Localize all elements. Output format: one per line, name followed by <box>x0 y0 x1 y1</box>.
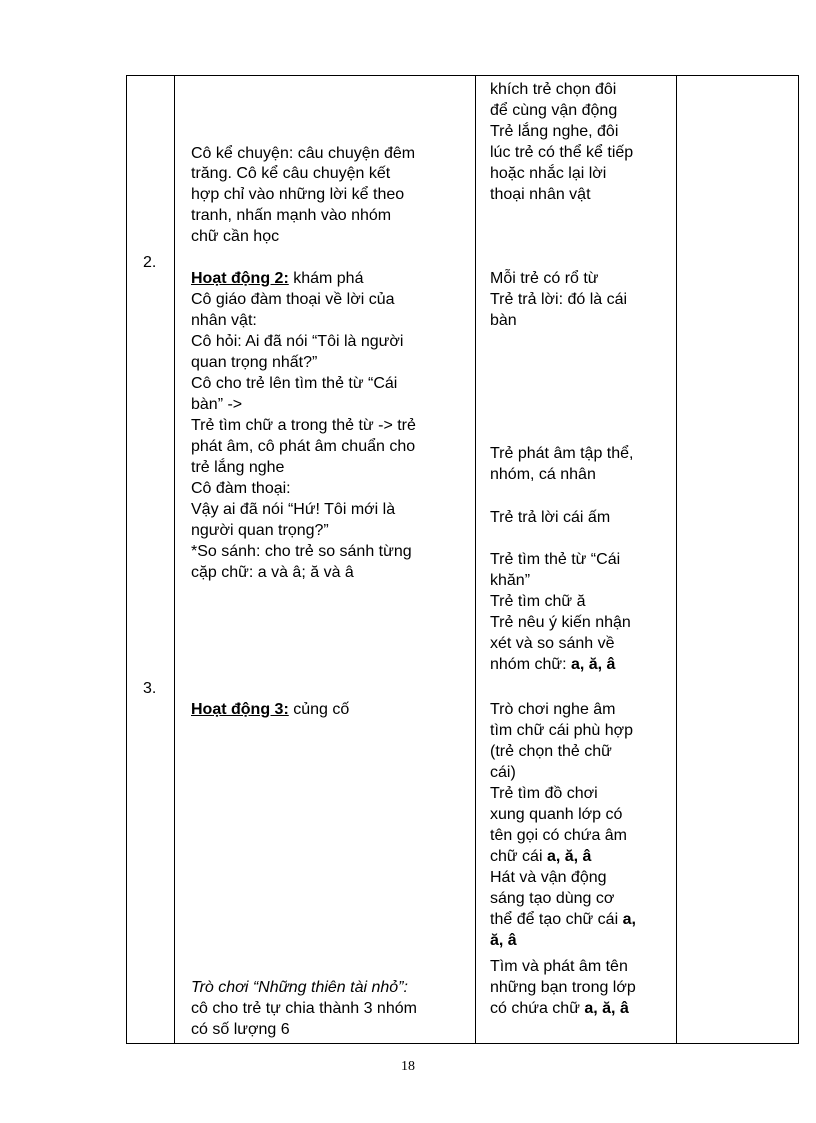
text-line: Trẻ trả lời cái ấm <box>490 509 611 526</box>
text-line: Trẻ trả lời: đó là cái <box>490 291 628 308</box>
column-divider <box>676 76 677 1043</box>
text-line: quan trọng nhất?” <box>191 354 318 371</box>
text-line: Cô kể chuyện: câu chuyện đêm <box>191 145 416 162</box>
text-line: chữ cái a, ă, â <box>490 848 592 865</box>
text-line: người quan trọng?” <box>191 522 329 539</box>
text-line: nhóm, cá nhân <box>490 466 596 483</box>
text-line: ă, â <box>490 932 517 949</box>
text-line: Trẻ tìm thẻ từ “Cái <box>490 551 621 568</box>
row-number: 3. <box>143 680 157 697</box>
text-line: Trẻ tìm đồ chơi <box>490 785 598 802</box>
text-line: cái) <box>490 764 516 781</box>
page-number: 18 <box>401 1059 415 1074</box>
text-line: khích trẻ chọn đôi <box>490 81 617 98</box>
text-line: tìm chữ cái phù hợp <box>490 722 634 739</box>
text-line: Trẻ tìm chữ ă <box>490 593 586 610</box>
text-line: Cô giáo đàm thoại về lời của <box>191 291 395 308</box>
text-line: sáng tạo dùng cơ <box>490 890 615 907</box>
activity-3-heading <box>191 702 349 718</box>
text-line: tên gọi có chứa âm <box>490 827 628 844</box>
text-line: (trẻ chọn thẻ chữ <box>490 743 612 760</box>
text-line: thể để tạo chữ cái a, <box>490 911 636 928</box>
text-line: những bạn trong lớp <box>490 979 636 996</box>
text-line: Mỗi trẻ có rổ từ <box>490 270 599 287</box>
text-line: Trẻ nêu ý kiến nhận <box>490 614 631 631</box>
text-line: để cùng vận động <box>490 102 618 119</box>
text-line: Tìm và phát âm tên <box>490 958 628 975</box>
game-title: Trò chơi “Những thiên tài nhỏ”: <box>191 979 408 996</box>
column-divider <box>475 76 476 1043</box>
text-line: có chứa chữ a, ă, â <box>490 1000 629 1017</box>
text-line: trăng. Cô kể câu chuyện kết <box>191 165 391 182</box>
text-line: chữ cần học <box>191 228 280 245</box>
text-line: Trẻ lắng nghe, đôi <box>490 123 619 140</box>
text-line: cặp chữ: a và â; ă và â <box>191 564 354 581</box>
text-line: trẻ lắng nghe <box>191 459 285 476</box>
column-divider <box>174 76 175 1043</box>
text-line: lúc trẻ có thể kể tiếp <box>490 144 634 161</box>
text-line: cô cho trẻ tự chia thành 3 nhóm <box>191 1000 417 1017</box>
text-line: Trẻ phát âm tập thể, <box>490 445 634 462</box>
activity-2-title: khám phá <box>288 270 364 287</box>
text-line: thoại nhân vật <box>490 186 591 203</box>
text-line: xung quanh lớp có <box>490 806 623 823</box>
text-line: Cô đàm thoại: <box>191 480 291 497</box>
text-line: hoặc nhắc lại lời <box>490 165 607 182</box>
text-line: nhóm chữ: a, ă, â <box>490 656 616 673</box>
text-line: có số lượng 6 <box>191 1021 290 1038</box>
row-number: 2. <box>143 254 157 271</box>
text-line: Cô hỏi: Ai đã nói “Tôi là người <box>191 333 404 350</box>
text-line: Trẻ tìm chữ a trong thẻ từ -> trẻ <box>191 417 416 434</box>
activity-2-label: Hoạt động 2: <box>191 270 289 287</box>
text-line: nhân vật: <box>191 312 257 329</box>
text-line: phát âm, cô phát âm chuẩn cho <box>191 438 416 455</box>
text-line: hợp chỉ vào những lời kể theo <box>191 186 405 203</box>
text-line: Vậy ai đã nói “Hứ! Tôi mới là <box>191 501 396 518</box>
text-line: bàn” -> <box>191 396 243 413</box>
text-line: xét và so sánh về <box>490 635 615 652</box>
activity-3-title: củng cố <box>288 701 350 718</box>
text-line: *So sánh: cho trẻ so sánh từng <box>191 543 412 560</box>
text-line: Hát và vận động <box>490 869 607 886</box>
text-line: khăn” <box>490 572 531 589</box>
text-line: tranh, nhấn mạnh vào nhóm <box>191 207 392 224</box>
text-line: Cô cho trẻ lên tìm thẻ từ “Cái <box>191 375 398 392</box>
activity-2-heading <box>191 271 363 287</box>
text-line: bàn <box>490 312 517 329</box>
activity-3-label: Hoạt động 3: <box>191 701 289 718</box>
text-line: Trò chơi nghe âm <box>490 701 616 718</box>
